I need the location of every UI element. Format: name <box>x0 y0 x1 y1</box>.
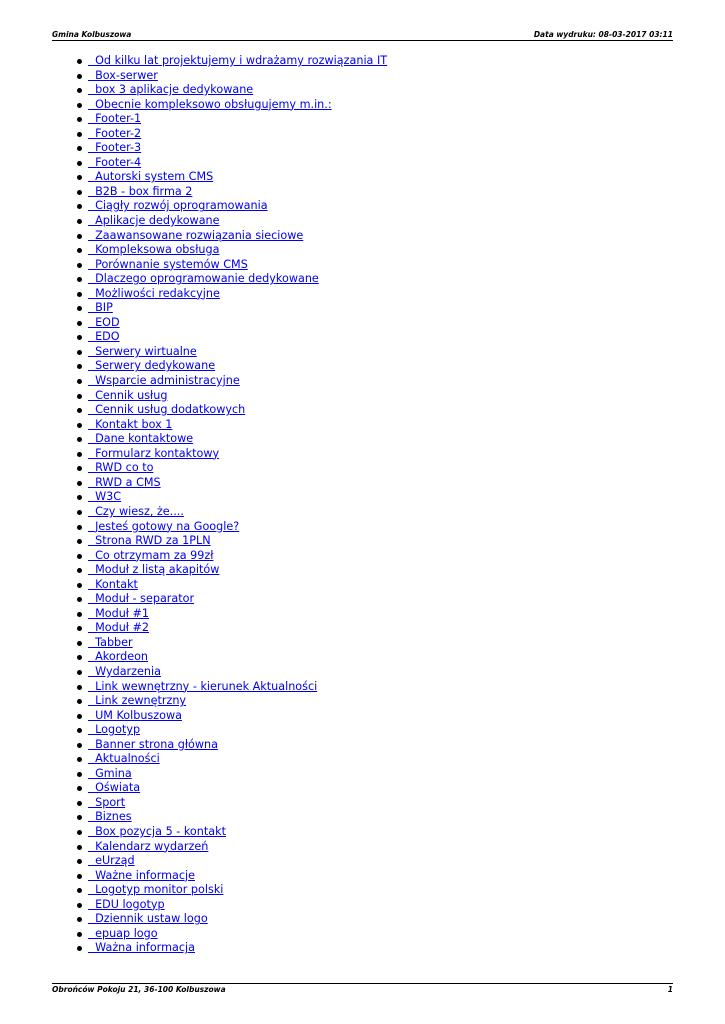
bullet-icon <box>77 481 82 486</box>
list-link[interactable]: Od kilku lat projektujemy i wdrażamy rozwiązania IT <box>88 54 388 67</box>
bullet-icon <box>77 379 82 384</box>
list-link[interactable]: eUrząd <box>88 854 135 868</box>
list-link[interactable]: Co otrzymam za 99zł <box>88 548 214 562</box>
list-link[interactable]: Dlaczego oprogramowanie dedykowane <box>88 272 319 286</box>
bullet-icon <box>77 568 82 573</box>
bullet-icon <box>77 641 82 646</box>
list-link[interactable]: epuap logo <box>88 926 158 940</box>
bullet-icon <box>77 88 82 93</box>
list-link[interactable]: Porównanie systemów CMS <box>88 257 248 271</box>
list-link[interactable]: Czy wiesz, że.... <box>88 504 184 518</box>
list-link[interactable]: Aplikacje dedykowane <box>88 214 220 228</box>
bullet-icon <box>77 263 82 268</box>
bullet-icon <box>77 874 82 879</box>
list-link[interactable]: Możliwości redakcyjne <box>88 286 220 300</box>
bullet-icon <box>77 932 82 937</box>
list-link[interactable]: Kontakt box 1 <box>88 417 173 431</box>
list-link[interactable]: Moduł #1 <box>88 606 150 620</box>
list-link[interactable]: Jesteś gotowy na Google? <box>88 519 240 533</box>
list-link[interactable]: Strona RWD za 1PLN <box>88 534 211 548</box>
print-date: Data wydruku: 08-03-2017 03:11 <box>533 30 673 39</box>
page-footer <box>52 983 673 996</box>
list-link[interactable]: Akordeon <box>88 650 149 664</box>
list-link[interactable]: Aktualności <box>88 752 160 766</box>
list-link[interactable]: Wsparcie administracyjne <box>88 374 240 388</box>
bullet-icon <box>77 743 82 748</box>
bullet-icon <box>77 859 82 864</box>
list-link[interactable]: RWD a CMS <box>88 475 161 489</box>
list-link[interactable]: Kompleksowa obsługa <box>88 243 220 257</box>
bullet-icon <box>77 699 82 704</box>
bullet-icon <box>77 888 82 893</box>
list-link[interactable]: Logotyp <box>88 723 141 737</box>
bullet-icon <box>77 335 82 340</box>
bullet-icon <box>77 685 82 690</box>
bullet-icon <box>77 830 82 835</box>
bullet-icon <box>77 554 82 559</box>
bullet-icon <box>77 612 82 617</box>
bullet-icon <box>77 248 82 253</box>
list-link[interactable]: Dane kontaktowe <box>88 432 194 446</box>
page-number: 1 <box>667 985 673 994</box>
bullet-icon <box>77 510 82 515</box>
list-link[interactable]: Zaawansowane rozwiązania sieciowe <box>88 228 304 242</box>
list-link[interactable]: Cennik usług dodatkowych <box>88 403 246 417</box>
bullet-icon <box>77 408 82 413</box>
bullet-icon <box>77 815 82 820</box>
list-link[interactable]: Ważne informacje <box>88 868 195 882</box>
list-link[interactable]: Serwery wirtualne <box>88 344 197 358</box>
bullet-icon <box>77 146 82 151</box>
bullet-icon <box>77 204 82 209</box>
bullet-icon <box>77 670 82 675</box>
list-link[interactable]: Formularz kontaktowy <box>88 446 220 460</box>
list-link[interactable]: Kalendarz wydarzeń <box>88 839 209 853</box>
bullet-icon <box>77 626 82 631</box>
bullet-icon <box>77 219 82 224</box>
bullet-icon <box>77 321 82 326</box>
list-link[interactable]: Wydarzenia <box>88 664 161 678</box>
list-link[interactable]: EDO <box>88 330 120 344</box>
list-link[interactable]: Logotyp monitor polski <box>88 883 224 897</box>
bullet-icon <box>77 655 82 660</box>
list-link[interactable]: Serwery dedykowane <box>88 359 216 373</box>
list-link[interactable]: Dziennik ustaw logo <box>88 912 208 926</box>
bullet-icon <box>77 423 82 428</box>
list-link[interactable]: Moduł - separator <box>88 592 195 606</box>
bullet-icon <box>77 801 82 806</box>
list-link[interactable]: Ciągły rozwój oprogramowania <box>88 199 268 213</box>
list-link[interactable]: Gmina <box>88 766 132 780</box>
list-link[interactable]: BIP <box>88 301 113 315</box>
list-link[interactable]: Moduł z listą akapitów <box>88 563 220 577</box>
bullet-icon <box>77 903 82 908</box>
bullet-icon <box>77 74 82 79</box>
list-link[interactable]: EOD <box>88 315 120 329</box>
bullet-icon <box>77 917 82 922</box>
bullet-icon <box>77 597 82 602</box>
bullet-icon <box>77 728 82 733</box>
bullet-icon <box>77 714 82 719</box>
bullet-icon <box>77 786 82 791</box>
bullet-icon <box>77 190 82 195</box>
bullet-icon <box>77 466 82 471</box>
bullet-icon <box>77 364 82 369</box>
list-link[interactable]: Box-serwer <box>88 68 158 82</box>
list-link[interactable]: box 3 aplikacje dedykowane <box>88 83 254 97</box>
list-link[interactable]: EDU logotyp <box>88 897 165 911</box>
list-link[interactable]: Link wewnętrzny - kierunek Aktualności <box>88 679 318 693</box>
list-link[interactable]: Cennik usług <box>88 388 168 402</box>
bullet-icon <box>77 117 82 122</box>
bullet-icon <box>77 234 82 239</box>
list-link[interactable]: Ważna informacja <box>88 941 195 955</box>
bullet-icon <box>77 132 82 137</box>
bullet-icon <box>77 845 82 850</box>
list-link[interactable]: Obecnie kompleksowo obsługujemy m.in.: <box>88 97 332 111</box>
bullet-icon <box>77 350 82 355</box>
list-link[interactable]: Oświata <box>88 781 141 795</box>
list-link[interactable]: Footer-3 <box>88 141 142 155</box>
bullet-icon <box>77 103 82 108</box>
list-link[interactable]: Sport <box>88 795 126 809</box>
bullet-icon <box>77 772 82 777</box>
list-link[interactable]: Footer-2 <box>88 126 142 140</box>
list-link[interactable]: Kontakt <box>88 577 138 591</box>
bullet-icon <box>77 394 82 399</box>
bullet-icon <box>77 539 82 544</box>
bullet-icon <box>77 757 82 762</box>
list-link[interactable]: Autorski system CMS <box>88 170 214 184</box>
bullet-icon <box>77 452 82 457</box>
bullet-icon <box>77 946 82 951</box>
bullet-icon <box>77 306 82 311</box>
footer-address: Obrońców Pokoju 21, 36-100 Kolbuszowa <box>52 985 226 994</box>
bullet-icon <box>77 277 82 282</box>
list-link[interactable]: Link zewnętrzny <box>88 694 187 708</box>
header-title: Gmina Kolbuszowa <box>52 30 132 39</box>
list-link[interactable]: Biznes <box>88 810 132 824</box>
bullet-icon <box>77 59 82 64</box>
list-link[interactable]: RWD co to <box>88 461 154 475</box>
bullet-icon <box>77 161 82 166</box>
bullet-icon <box>77 525 82 530</box>
bullet-icon <box>77 175 82 180</box>
list-link[interactable]: UM Kolbuszowa <box>88 708 182 722</box>
list-link[interactable]: Footer-4 <box>88 155 142 169</box>
bullet-icon <box>77 437 82 442</box>
list-link[interactable]: Banner strona główna <box>88 737 218 751</box>
list-link[interactable]: Footer-1 <box>88 112 142 126</box>
list-link[interactable]: W3C <box>88 490 122 504</box>
bullet-icon <box>77 583 82 588</box>
list-link[interactable]: Box pozycja 5 - kontakt <box>88 824 226 838</box>
page-header <box>52 30 673 41</box>
bullet-icon <box>77 292 82 297</box>
list-link[interactable]: Moduł #2 <box>88 621 150 635</box>
list-link[interactable]: B2B - box firma 2 <box>88 184 193 198</box>
bullet-icon <box>77 495 82 500</box>
list-link[interactable]: Tabber <box>88 635 133 649</box>
